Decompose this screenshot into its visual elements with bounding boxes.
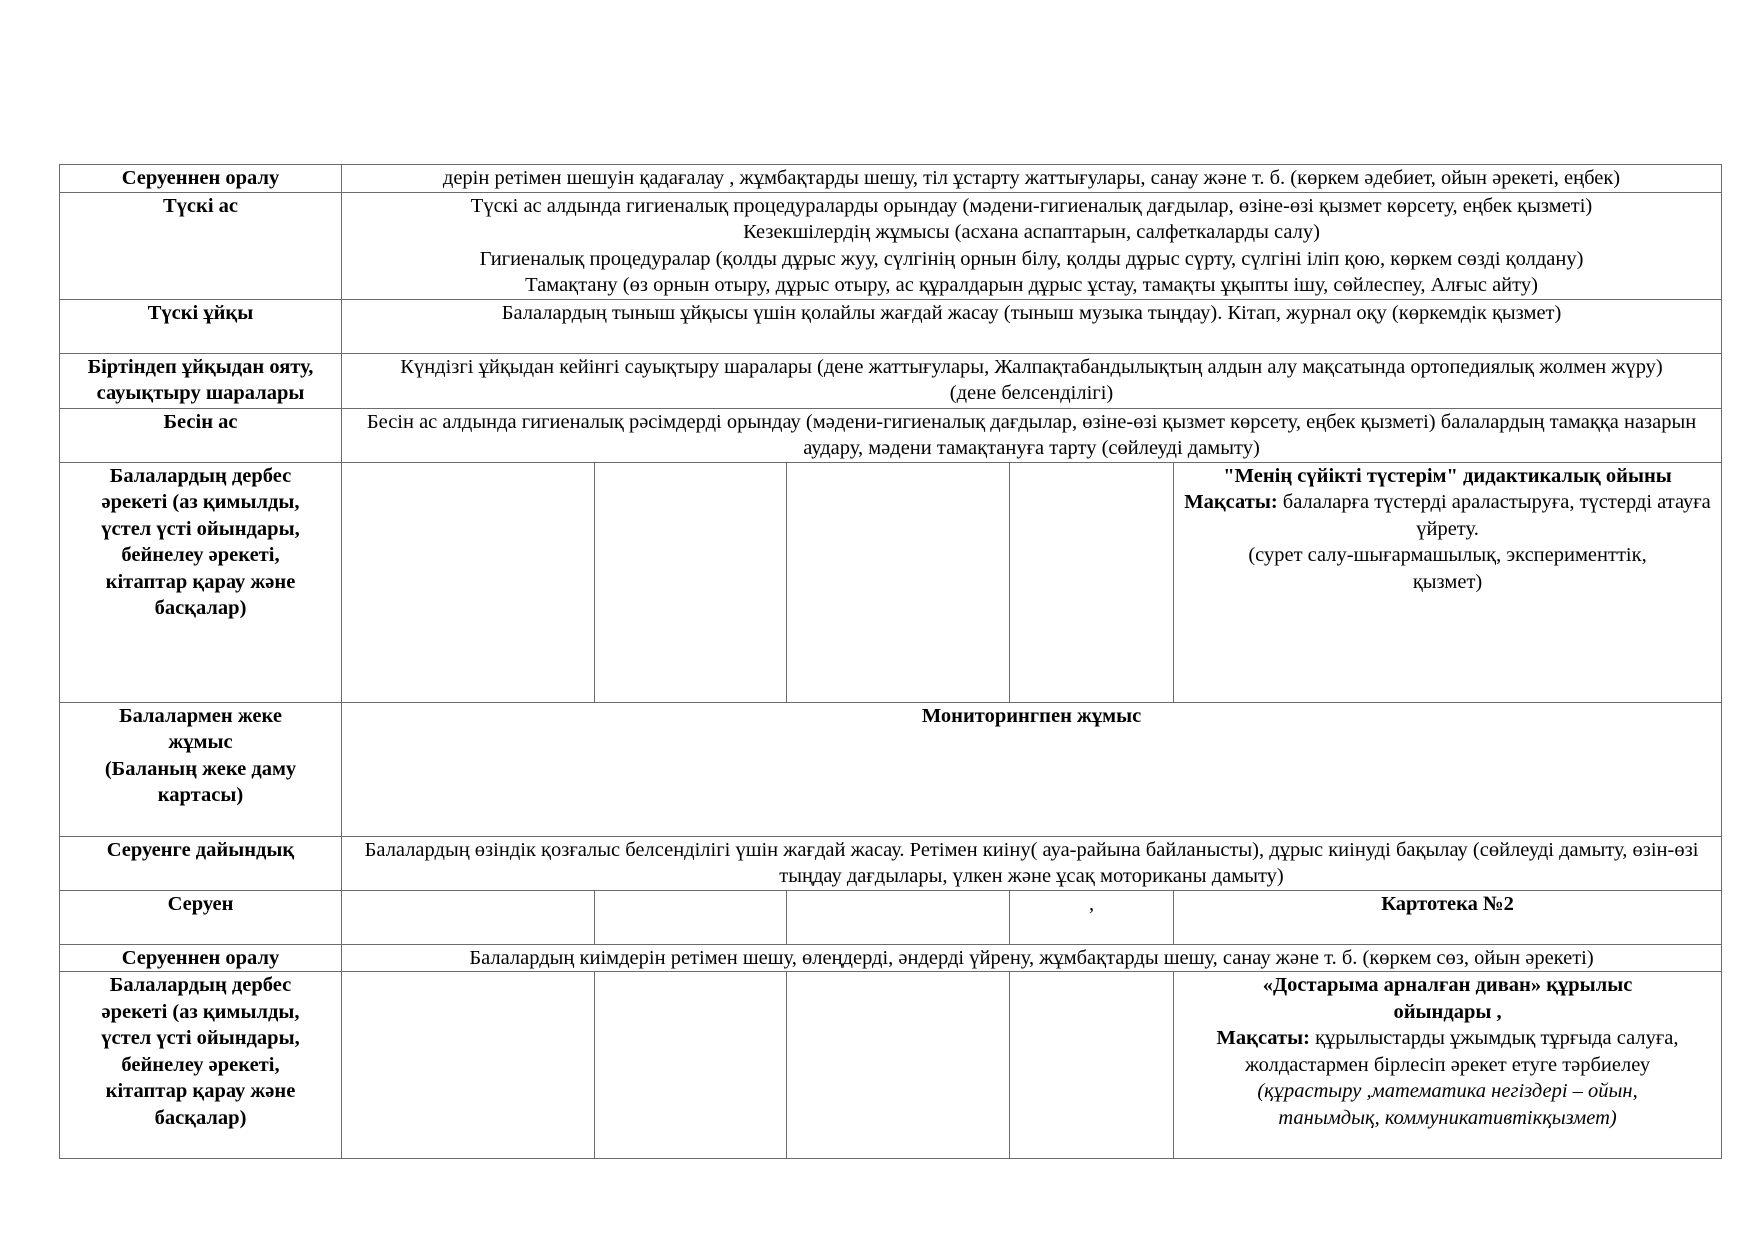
- row-label: Бесін ас: [60, 408, 342, 462]
- activity-type: (сурет салу-шығармашылық, эксперименттік, қызмет): [1248, 544, 1647, 593]
- label-line: картасы): [157, 784, 244, 806]
- row-wakeup: [60, 353, 1722, 408]
- row-text: [342, 192, 1722, 299]
- empty-cell: [342, 890, 595, 944]
- empty-cell: [787, 972, 1010, 1159]
- row-label: Балалардың дербес әрекеті (аз қимылды, үстел үсті ойындары, бейнелеу әрекеті, кітаптар қарау және басқалар): [60, 972, 342, 1159]
- empty-cell: [1010, 462, 1174, 702]
- empty-cell: [787, 462, 1010, 702]
- row-label: Біртіндеп ұйқыдан ояту, сауықтыру шаралары: [60, 353, 342, 408]
- row-return-walk-1: [60, 165, 1722, 193]
- daily-schedule-table: [59, 164, 1722, 1159]
- row-label: Серуен: [60, 890, 342, 944]
- card-index: Картотека №2: [1174, 890, 1722, 944]
- empty-cell: [595, 890, 787, 944]
- row-snack: [60, 408, 1722, 462]
- row-label: Түскі ас: [60, 192, 342, 299]
- row-label: [60, 702, 342, 836]
- row-return-walk-2: [60, 944, 1722, 972]
- game-title: «Достарыма арналған диван» құрылыс ойындары ,: [1262, 974, 1633, 1023]
- lunch-line: Кезекшілердің жұмысы (асхана аспаптарын, салфеткаларды салу): [743, 221, 1320, 243]
- row-text: Бесін ас алдында гигиеналық рәсімдерді орындау (мәдени-гигиеналық дағдылар, өзіне-өзі қызмет көрсету, еңбек қызметі) балалардың тамаққа назарын аудару, мәдени тамақтануға тарту (сөйлеуді дамыту): [342, 408, 1722, 462]
- activity-type: (құрастыру ,математика негіздері – ойын, танымдық, коммуникативтікқызмет): [1257, 1080, 1638, 1129]
- row-text: Балалардың киімдерін ретімен шешу, өлеңдерді, әндерді үйрену, жұмбақтарды шешу, санау және т. б. (көркем сөз, ойын әрекеті): [342, 944, 1722, 972]
- activity-cell: [1174, 462, 1722, 702]
- row-lunch: [60, 192, 1722, 299]
- label-line: Балалармен жеке: [119, 704, 282, 727]
- label-line: жұмыс: [168, 731, 233, 753]
- row-individual-work: [60, 702, 1722, 836]
- goal-text: балаларға түстерді араластыруға, түстерді атауға үйрету.: [1277, 491, 1711, 540]
- row-independent-2: [60, 972, 1722, 1159]
- goal-text: құрылыстарды ұжымдық тұрғыда салуға, жолдастармен бірлесіп әрекет етуге тәрбиелеу: [1244, 1027, 1679, 1076]
- row-text: Мониторингпен жұмыс: [342, 702, 1722, 836]
- lunch-line: Тамақтану (өз орнын отыру, дұрыс отыру, ас құралдарын дұрыс ұстау, тамақты ұқыпты ішу, сөйлеспеу, Алғыс айту): [525, 274, 1538, 296]
- row-label: Серуенге дайындық: [60, 836, 342, 890]
- empty-cell: [787, 890, 1010, 944]
- row-label: Түскі ұйқы: [60, 299, 342, 353]
- goal-label: Мақсаты:: [1184, 491, 1278, 513]
- label-line: (Баланың жеке даму: [104, 757, 297, 780]
- row-label: Серуеннен оралу: [60, 944, 342, 972]
- row-label: Серуеннен оралу: [60, 165, 342, 193]
- row-walk-prep: [60, 836, 1722, 890]
- lunch-line: Түскі ас алдында гигиеналық процедураларды орындау (мәдени-гигиеналық дағдылар, өзіне-өзі қызмет көрсету, еңбек қызметі): [470, 194, 1593, 217]
- empty-cell: [1010, 972, 1174, 1159]
- row-text: дерін ретімен шешуін қадағалау , жұмбақтарды шешу, тіл ұстарту жаттығулары, санау және т. б. (көркем әдебиет, ойын әрекеті, еңбек): [342, 165, 1722, 193]
- row-text: Балалардың тыныш ұйқысы үшін қолайлы жағдай жасау (тыныш музыка тыңдау). Кітап, журнал оқу (көркемдік қызмет): [342, 299, 1722, 353]
- lunch-line: Гигиеналық процедуралар (қолды дұрыс жуу, сүлгінің орнын білу, қолды дұрыс сүрту, сүлгіні іліп қою, көркем сөзді қолдану): [479, 247, 1584, 270]
- row-text: Күндізгі ұйқыдан кейінгі сауықтыру шаралары (дене жаттығулары, Жалпақтабандылықтың алдын алу мақсатында ортопедиялық жолмен жүру) (дене белсенділігі): [342, 353, 1722, 408]
- empty-cell: [595, 972, 787, 1159]
- row-label: Балалардың дербес әрекеті (аз қимылды, үстел үсті ойындары, бейнелеу әрекеті, кітаптар қарау және басқалар): [60, 462, 342, 702]
- row-walk: [60, 890, 1722, 944]
- row-independent-1: [60, 462, 1722, 702]
- empty-cell: [342, 462, 595, 702]
- comma-cell: ,: [1010, 890, 1174, 944]
- goal-label: Мақсаты:: [1216, 1027, 1310, 1049]
- row-nap: [60, 299, 1722, 353]
- empty-cell: [595, 462, 787, 702]
- game-title: "Менің сүйікті түстерім" дидактикалық ойыны: [1223, 464, 1672, 487]
- row-text: Балалардың өзіндік қозғалыс белсенділігі үшін жағдай жасау. Ретімен киіну( ауа-райына байланысты), дұрыс киінуді бақылау (сөйлеуді дамыту, өзін-өзі тыңдау дағдылары, үлкен және ұсақ моториканы дамыту): [342, 836, 1722, 890]
- activity-cell: [1174, 972, 1722, 1159]
- empty-cell: [342, 972, 595, 1159]
